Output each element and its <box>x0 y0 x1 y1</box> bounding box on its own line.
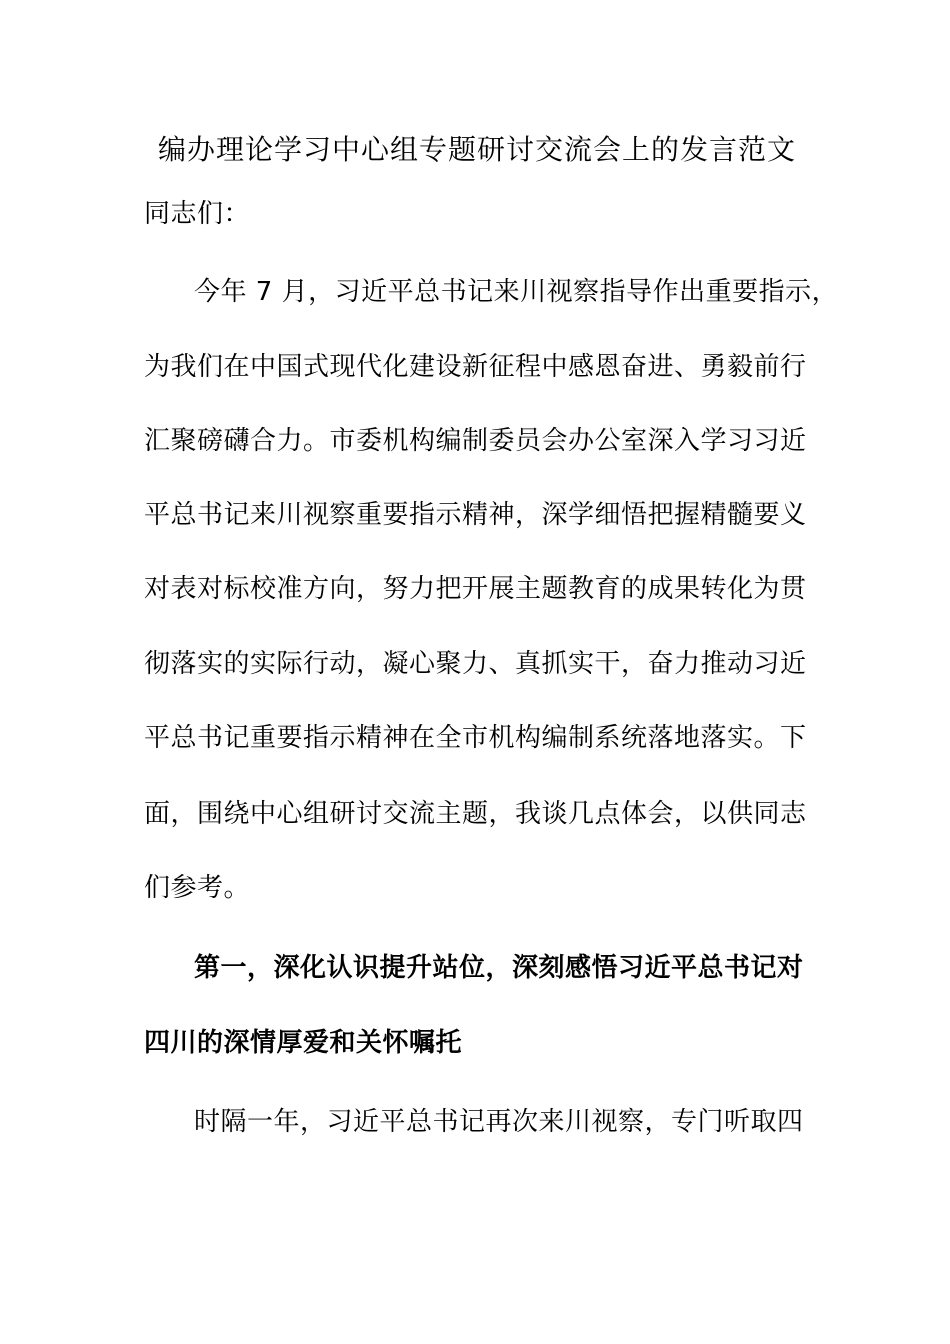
paragraph-line: 对表对标校准方向，努力把开展主题教育的成果转化为贯 <box>144 574 807 604</box>
paragraph-line: 彻落实的实际行动，凝心聚力、真抓实干，奋力推动习近 <box>144 649 807 679</box>
paragraph-line: 们参考。 <box>144 873 251 903</box>
paragraph-line: 为我们在中国式现代化建设新征程中感恩奋进、勇毅前行 <box>144 352 807 382</box>
section-heading-line: 第一，深化认识提升站位，深刻感悟习近平总书记对 <box>194 953 804 983</box>
document-title: 编办理论学习中心组专题研讨交流会上的发言范文 <box>158 133 797 166</box>
paragraph-line: 平总书记重要指示精神在全市机构编制系统落地落实。下 <box>144 723 807 753</box>
paragraph-line: 面，围绕中心组研讨交流主题，我谈几点体会，以供同志 <box>144 799 807 829</box>
paragraph-line: 今年 7 月，习近平总书记来川视察指导作出重要指示， <box>194 277 839 307</box>
salutation: 同志们： <box>144 199 251 229</box>
paragraph-line: 平总书记来川视察重要指示精神，深学细悟把握精髓要义 <box>144 500 807 530</box>
paragraph-line: 汇聚磅礴合力。市委机构编制委员会办公室深入学习习近 <box>144 426 807 456</box>
section-heading-line: 四川的深情厚爱和关怀嘱托 <box>144 1028 463 1058</box>
paragraph-line: 时隔一年，习近平总书记再次来川视察，专门听取四 <box>194 1107 804 1137</box>
